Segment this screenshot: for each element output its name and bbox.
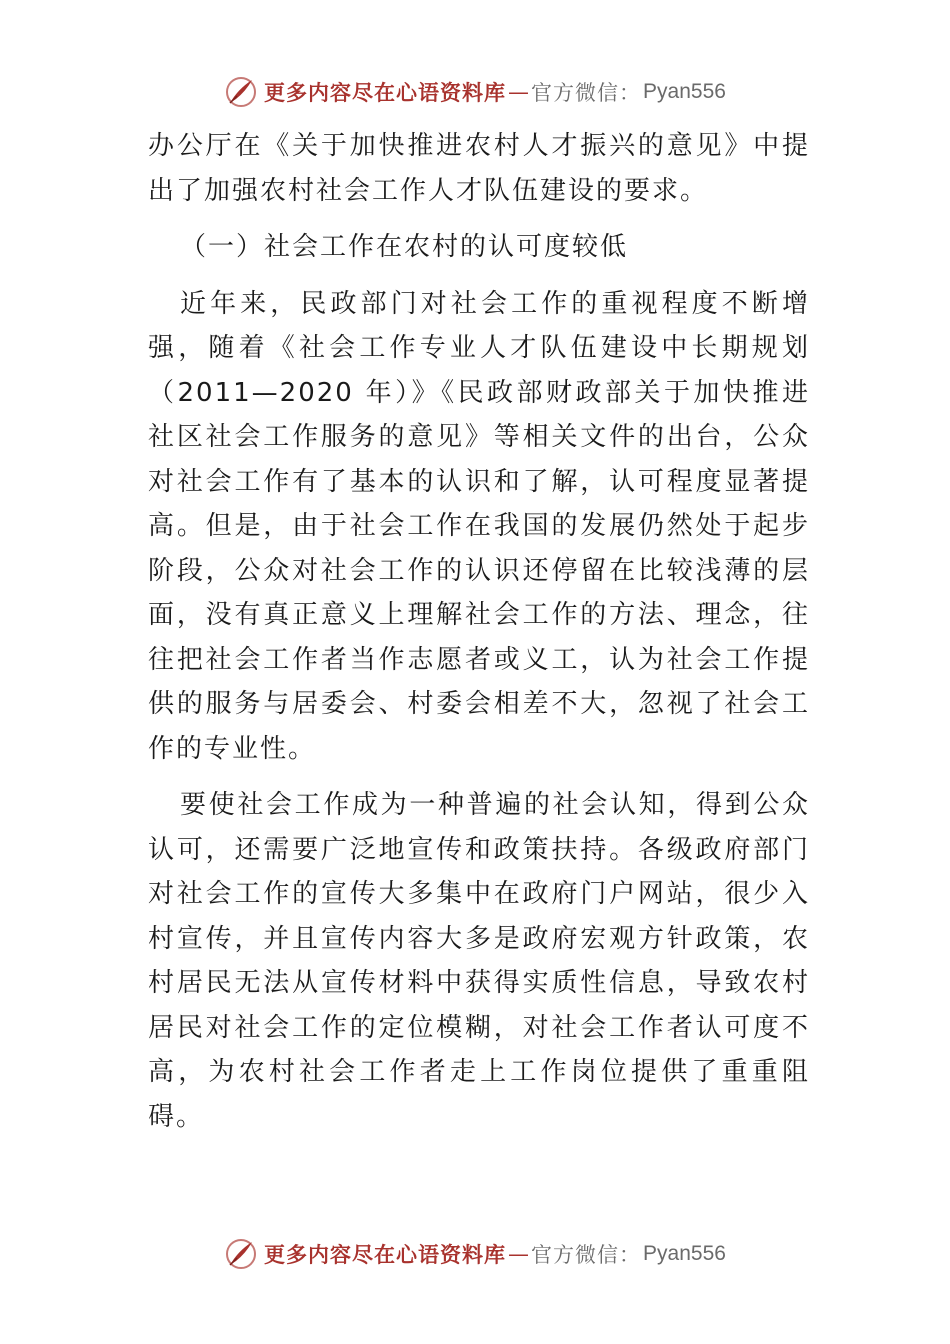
banner-handle: Pyan556 — [643, 80, 726, 103]
paragraph-continuation: 办公厅在《关于加快推进农村人才振兴的意见》中提出了加强农村社会工作人才队伍建设的要求。 — [148, 131, 810, 206]
document-body — [148, 124, 810, 1139]
paragraph: 要使社会工作成为一种普遍的社会认知，得到公众认可，还需要广泛地宣传和政策扶持。各级政府部门对社会工作的宣传大多集中在政府门户网站，很少入村宣传，并且宣传内容大多是政府宏观方针政策，农村居民无法从宣传材料中获得实质性信息，导致农村居民对社会工作的定位模糊，对社会工作者认可度不高，为农村社会工作者走上工作岗位提供了重重阻碍。 — [148, 790, 810, 1132]
banner-dash: — — [508, 1242, 530, 1266]
footer-banner — [0, 1234, 950, 1274]
header-banner — [0, 72, 950, 112]
banner-main-text: 更多内容尽在心语资料库 — [264, 1242, 507, 1267]
banner-secondary-text: 官方微信： — [531, 81, 642, 105]
banner-secondary-text: 官方微信： — [531, 1243, 642, 1267]
paragraph: 近年来，民政部门对社会工作的重视程度不断增强，随着《社会工作专业人才队伍建设中长期规划（2011—2020 年）》《民政部财政部关于加快推进社区社会工作服务的意见》等相关文件的出台，公众对社会工作有了基本的认识和了解，认可程度显著提高。但是，由于社会工作在我国的发展仍然处于起步阶段，公众对社会工作的认识还停留在比较浅薄的层面，没有真正意义上理解社会工作的方法、理念，往往把社会工作者当作志愿者或义工，认为社会工作提供的服务与居委会、村委会相差不大，忽视了社会工作的专业性。 — [148, 288, 810, 764]
banner-handle: Pyan556 — [643, 1242, 726, 1265]
section-heading: （一）社会工作在农村的认可度较低 — [180, 232, 629, 262]
banner-main-text: 更多内容尽在心语资料库 — [264, 80, 507, 105]
banner-dash: — — [508, 80, 530, 104]
feather-pen-logo-icon — [224, 75, 258, 109]
feather-pen-logo-icon — [224, 1237, 258, 1271]
